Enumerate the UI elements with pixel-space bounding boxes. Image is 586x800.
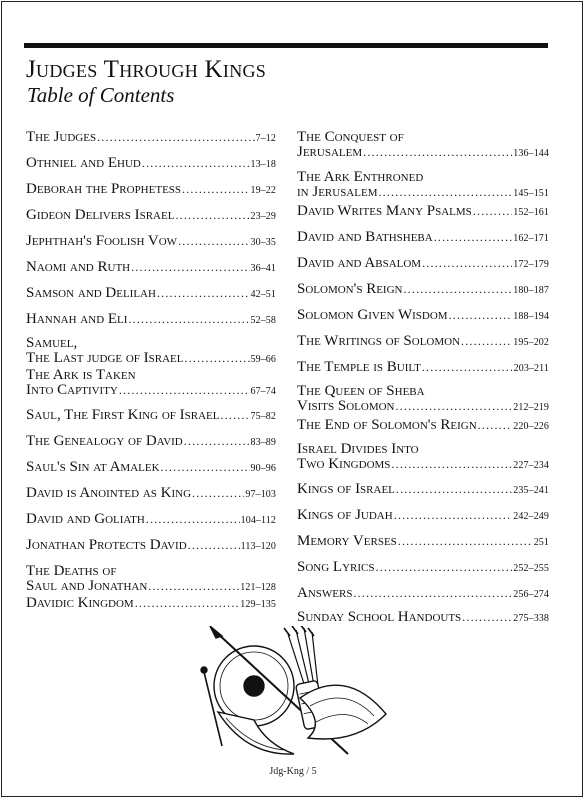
toc-entry: [297, 560, 549, 576]
toc-page-range: 227–234: [513, 460, 549, 471]
toc-leader-dots: [395, 399, 512, 414]
toc-leader-dots: [142, 156, 250, 171]
toc-entry-line: [26, 596, 276, 612]
toc-entry-line: [297, 185, 549, 201]
toc-leader-dots: [161, 460, 250, 475]
toc-leader-dots: [394, 508, 513, 523]
toc-entry-title: Saul and Jonathan: [26, 578, 148, 594]
toc-entry-title: Israel Divides Into: [297, 441, 419, 457]
toc-entry-title: Othniel and Ehud: [26, 155, 141, 171]
toc-entry-line: [297, 442, 549, 457]
toc-entry: [297, 418, 549, 434]
toc-leader-dots: [188, 538, 240, 553]
toc-entry-line: [297, 482, 549, 498]
toc-page-range: 136–144: [513, 148, 549, 159]
toc-leader-dots: [175, 208, 249, 223]
toc-entry-line: [297, 534, 549, 550]
toc-entry-line: [26, 234, 276, 250]
toc-entry-line: [26, 130, 276, 146]
toc-entry-title: in Jerusalem: [297, 184, 378, 200]
toc-leader-dots: [353, 586, 512, 601]
toc-entry-title: Answers: [297, 585, 353, 601]
toc-entry-line: [26, 336, 276, 351]
toc-entry: [26, 512, 276, 528]
toc-page-range: 220–226: [513, 421, 549, 432]
toc-entry-line: [26, 182, 276, 198]
toc-entry: [26, 564, 276, 595]
toc-entry-line: [26, 286, 276, 302]
toc-entry: [26, 408, 276, 424]
toc-leader-dots: [178, 234, 249, 249]
toc-entry-title: David is Anointed as King: [26, 485, 192, 501]
toc-page-range: 13–18: [250, 159, 276, 170]
toc-entry-line: [297, 418, 549, 434]
toc-entry: [26, 286, 276, 302]
toc-entry: [297, 442, 549, 473]
toc-leader-dots: [422, 360, 513, 375]
toc-entry-line: [297, 256, 549, 272]
toc-leader-dots: [148, 579, 239, 594]
toc-entry: [26, 182, 276, 198]
toc-entry: [26, 312, 276, 328]
toc-entry: [26, 486, 276, 502]
toc-page-range: 188–194: [513, 311, 549, 322]
toc-entry-title: Kings of Judah: [297, 507, 393, 523]
toc-leader-dots: [185, 351, 250, 366]
toc-page-range: 36–41: [250, 263, 276, 274]
toc-leader-dots: [128, 312, 249, 327]
toc-leader-dots: [119, 383, 250, 398]
toc-leader-dots: [135, 596, 240, 611]
top-rule: [24, 43, 548, 48]
toc-entry-title: Song Lyrics: [297, 559, 375, 575]
toc-leader-dots: [473, 204, 513, 219]
toc-leader-dots: [434, 230, 513, 245]
toc-entry-line: [26, 156, 276, 172]
toc-entry: [26, 208, 276, 224]
toc-entry: [297, 534, 549, 550]
toc-leader-dots: [398, 534, 533, 549]
toc-leader-dots: [396, 482, 512, 497]
toc-page-range: 212–219: [513, 402, 549, 413]
toc-entry-title: Gideon Delivers Israel: [26, 207, 175, 223]
toc-leader-dots: [478, 418, 513, 433]
toc-entry: [297, 130, 549, 161]
toc-entry-title: Saul's Sin at Amalek: [26, 459, 160, 475]
toc-entry-title: The Ark is Taken: [26, 367, 136, 383]
toc-leader-dots: [146, 512, 240, 527]
toc-entry-title: Jephthah's Foolish Vow: [26, 233, 178, 249]
toc-entry: [297, 334, 549, 350]
toc-page-range: 152–161: [513, 207, 549, 218]
toc-page-range: 97–103: [245, 489, 276, 500]
toc-entry: [297, 610, 549, 626]
toc-entry-line: [26, 368, 276, 383]
toc-leader-dots: [157, 286, 250, 301]
toc-entry-title: The Genealogy of David: [26, 433, 183, 449]
toc-entry: [297, 204, 549, 220]
toc-entry-line: [297, 230, 549, 246]
toc-leader-dots: [184, 434, 250, 449]
toc-entry-title: The End of Solomon's Reign: [297, 417, 477, 433]
toc-page-range: 129–135: [240, 599, 276, 610]
toc-leader-dots: [376, 560, 513, 575]
toc-entry: [26, 596, 276, 612]
toc-entry-title: Davidic Kingdom: [26, 595, 134, 611]
toc-entry-line: [297, 384, 549, 399]
toc-entry: [26, 460, 276, 476]
toc-entry-line: [26, 538, 276, 554]
toc-page-range: 113–120: [240, 541, 276, 552]
toc-entry-line: [297, 130, 549, 145]
toc-page-range: 67–74: [250, 386, 276, 397]
toc-entry-title: The Last judge of Israel: [26, 350, 184, 366]
toc-entry: [26, 130, 276, 146]
toc-page-range: 256–274: [513, 589, 549, 600]
toc-entry-line: [26, 579, 276, 595]
toc-entry: [297, 282, 549, 298]
toc-entry-title: Samson and Delilah: [26, 285, 156, 301]
toc-leader-dots: [378, 185, 512, 200]
toc-entry-title: The Writings of Solomon: [297, 333, 461, 349]
toc-entry-line: [297, 560, 549, 576]
toc-page-range: 203–211: [513, 363, 549, 374]
toc-entry-title: Solomon Given Wisdom: [297, 307, 448, 323]
toc-entry-title: The Queen of Sheba: [297, 383, 425, 399]
toc-entry: [297, 384, 549, 415]
toc-entry-title: The Conquest of: [297, 129, 404, 145]
toc-entry-title: Memory Verses: [297, 533, 397, 549]
toc-entry-line: [26, 460, 276, 476]
toc-entry-title: Hannah and Eli: [26, 311, 128, 327]
toc-page-range: 242–249: [513, 511, 549, 522]
toc-page-range: 180–187: [513, 285, 549, 296]
toc-entry-title: Visits Solomon: [297, 398, 395, 414]
toc-entry-title: Into Captivity: [26, 382, 118, 398]
toc-entry-title: Deborah the Prophetess: [26, 181, 182, 197]
toc-entry: [297, 230, 549, 246]
toc-entry-line: [297, 360, 549, 376]
toc-page-range: 275–338: [513, 613, 549, 624]
toc-entry-title: Samuel,: [26, 335, 78, 351]
toc-entry: [26, 234, 276, 250]
toc-entry-title: Saul, The First King of Israel: [26, 407, 220, 423]
toc-page-range: 75–82: [250, 411, 276, 422]
toc-entry: [297, 170, 549, 201]
toc-page-range: 7–12: [255, 133, 276, 144]
toc-entry-line: [297, 586, 549, 602]
toc-page-range: 145–151: [513, 188, 549, 199]
toc-entry-line: [297, 282, 549, 298]
toc-entry-title: David and Goliath: [26, 511, 145, 527]
toc-entry-line: [26, 260, 276, 276]
toc-leader-dots: [462, 610, 512, 625]
toc-page-range: 23–29: [250, 211, 276, 222]
toc-page-range: 121–128: [240, 582, 276, 593]
toc-entry-title: David Writes Many Psalms: [297, 203, 472, 219]
toc-entry-title: Jerusalem: [297, 144, 363, 160]
toc-entry: [297, 360, 549, 376]
page-title: Judges Through Kings: [26, 56, 267, 83]
toc-entry-title: The Deaths of: [26, 563, 117, 579]
toc-entry-line: [26, 564, 276, 579]
toc-entry-title: Solomon's Reign: [297, 281, 403, 297]
toc-entry-line: [297, 170, 549, 185]
toc-entry: [26, 156, 276, 172]
toc-page-range: 42–51: [250, 289, 276, 300]
toc-page-range: 83–89: [250, 437, 276, 448]
toc-page-range: 59–66: [250, 354, 276, 365]
toc-entry-line: [297, 508, 549, 524]
toc-leader-dots: [220, 408, 249, 423]
toc-entry: [26, 336, 276, 367]
toc-entry: [297, 586, 549, 602]
toc-entry-title: The Ark Enthroned: [297, 169, 424, 185]
toc-entry-title: Naomi and Ruth: [26, 259, 131, 275]
toc-entry-line: [26, 512, 276, 528]
toc-leader-dots: [422, 256, 512, 271]
toc-entry: [26, 368, 276, 399]
toc-leader-dots: [192, 486, 244, 501]
toc-entry-line: [297, 308, 549, 324]
toc-entry-line: [297, 145, 549, 161]
armor-weapons-illustration: [196, 626, 390, 761]
toc-entry: [297, 308, 549, 324]
page-footer: Jdg-Kng / 5: [269, 766, 317, 777]
toc-page-range: 30–35: [250, 237, 276, 248]
page-subtitle: Table of Contents: [27, 83, 175, 107]
toc-entry-line: [297, 204, 549, 220]
toc-entry-line: [26, 208, 276, 224]
toc-entry-line: [26, 434, 276, 450]
toc-entry-title: David and Bathsheba: [297, 229, 433, 245]
toc-entry: [26, 538, 276, 554]
toc-page-range: 235–241: [513, 485, 549, 496]
toc-leader-dots: [131, 260, 249, 275]
toc-page-range: 195–202: [513, 337, 549, 348]
toc-entry-line: [26, 383, 276, 399]
toc-entry-title: Sunday School Handouts: [297, 609, 462, 625]
toc-entry-line: [26, 351, 276, 367]
toc-entry: [26, 434, 276, 450]
toc-entry-title: Kings of Israel: [297, 481, 395, 497]
toc-page-range: 162–171: [513, 233, 549, 244]
toc-entry-line: [297, 334, 549, 350]
toc-entry-line: [26, 312, 276, 328]
toc-entry: [297, 256, 549, 272]
toc-page-range: 104–112: [240, 515, 276, 526]
toc-page-range: 252–255: [513, 563, 549, 574]
toc-page-range: 52–58: [250, 315, 276, 326]
toc-entry: [297, 482, 549, 498]
toc-leader-dots: [363, 145, 512, 160]
toc-entry-title: The Temple is Built: [297, 359, 421, 375]
toc-page-range: 172–179: [513, 259, 549, 270]
toc-entry-line: [26, 486, 276, 502]
toc-entry-line: [26, 408, 276, 424]
toc-page-range: 19–22: [250, 185, 276, 196]
toc-page-range: 251: [533, 537, 549, 548]
toc-entry-line: [297, 457, 549, 473]
toc-leader-dots: [461, 334, 512, 349]
toc-leader-dots: [391, 457, 512, 472]
toc-leader-dots: [449, 308, 513, 323]
toc-page-range: 90–96: [250, 463, 276, 474]
toc-leader-dots: [182, 182, 249, 197]
toc-entry: [297, 508, 549, 524]
toc-entry-title: Jonathan Protects David: [26, 537, 187, 553]
toc-entry-title: Two Kingdoms: [297, 456, 391, 472]
toc-entry-title: The Judges: [26, 129, 97, 145]
toc-leader-dots: [97, 130, 255, 145]
toc-entry-line: [297, 399, 549, 415]
toc-entry-title: David and Absalom: [297, 255, 422, 271]
toc-leader-dots: [403, 282, 512, 297]
toc-entry-line: [297, 610, 549, 626]
toc-entry: [26, 260, 276, 276]
